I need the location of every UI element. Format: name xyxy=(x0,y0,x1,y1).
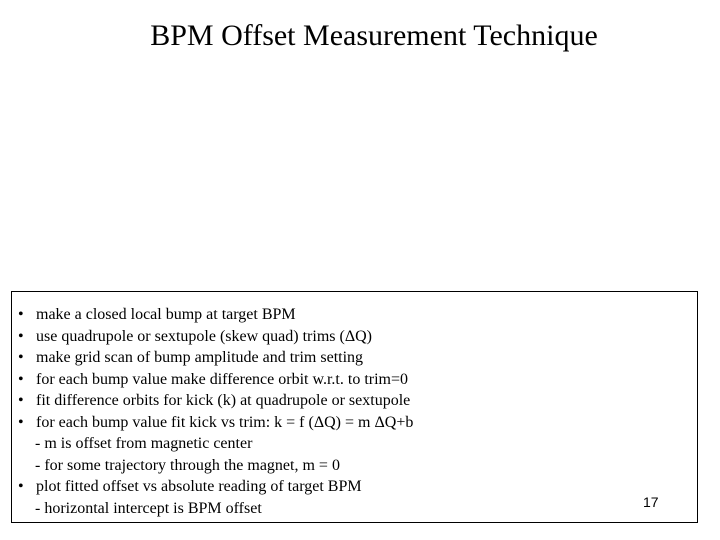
bullet-dot-icon: • xyxy=(18,306,24,323)
bullet-text: make a closed local bump at target BPM xyxy=(36,306,296,323)
bullet-dot-icon: • xyxy=(18,478,24,495)
bullet-text: make grid scan of bump amplitude and trim setting xyxy=(36,349,364,366)
sub-text: - for some trajectory through the magnet, m = 0 xyxy=(35,456,340,474)
bullet-dot-icon: • xyxy=(18,327,24,345)
bullet-text: for each bump value make difference orbit w.r.t. to trim=0 xyxy=(36,370,409,388)
bullet-dot-icon: • xyxy=(18,349,24,366)
bullet-text: for each bump value fit kick vs trim: k = f (ΔQ) = m ΔQ+b xyxy=(36,413,414,431)
bullet-dot-icon: • xyxy=(18,392,24,409)
sub-text: - horizontal intercept is BPM offset xyxy=(35,499,262,517)
bullet-text: plot fitted offset vs absolute reading of target BPM xyxy=(36,478,362,495)
bullet-text: use quadrupole or sextupole (skew quad) trims (ΔQ) xyxy=(36,327,372,345)
bullet-text: fit difference orbits for kick (k) at quadrupole or sextupole xyxy=(36,392,411,409)
sub-text: - m is offset from magnetic center xyxy=(35,435,253,452)
page-number: 17 xyxy=(643,494,659,510)
bullet-dot-icon: • xyxy=(18,370,24,388)
slide-title: BPM Offset Measurement Technique xyxy=(150,19,598,52)
bullet-dot-icon: • xyxy=(18,413,24,431)
